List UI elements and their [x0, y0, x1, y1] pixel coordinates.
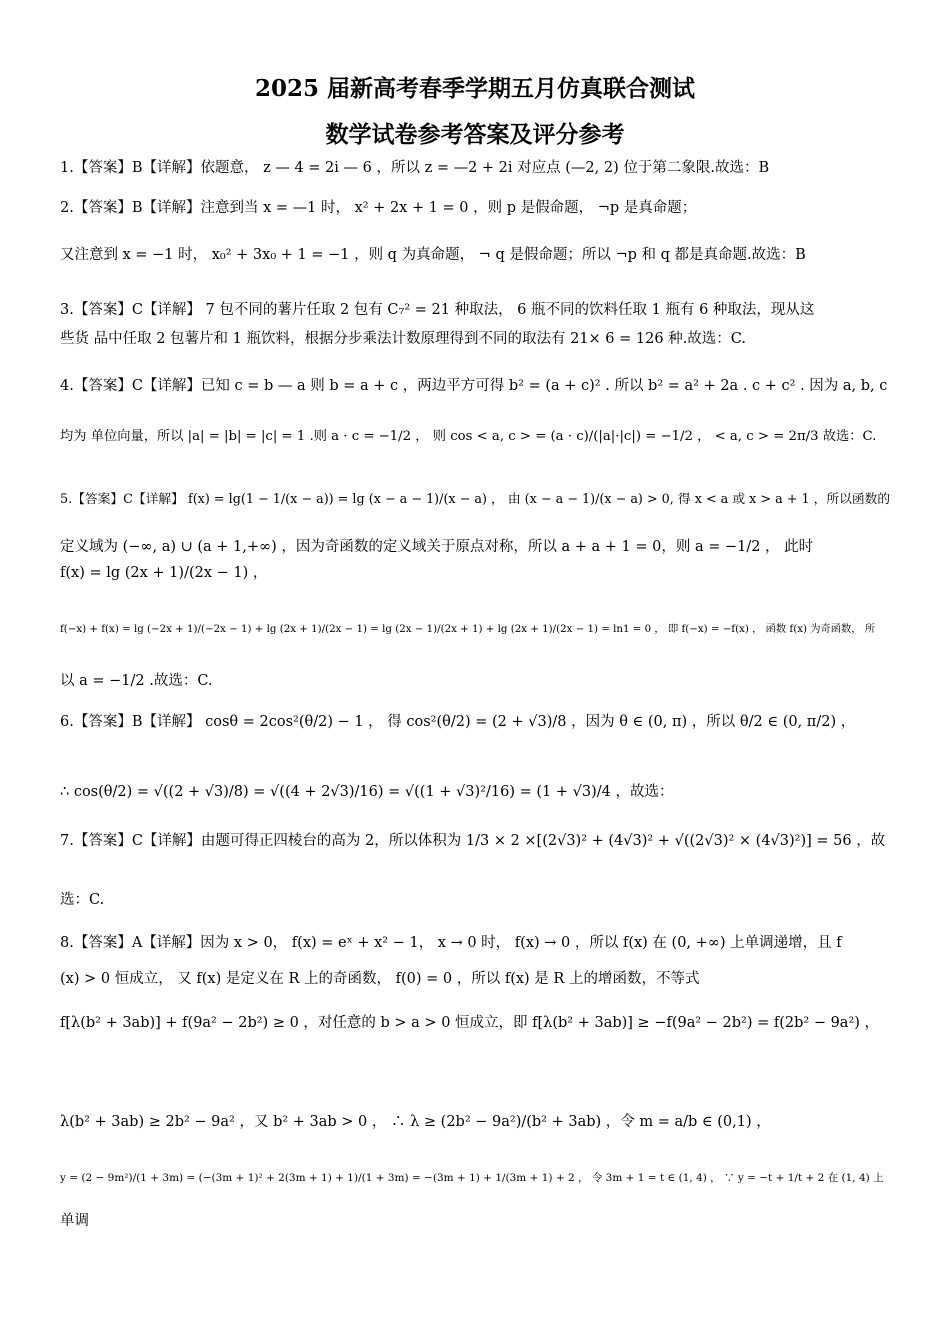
question-5-line-3: f(x) = lg (2x + 1)/(2x − 1) ， — [60, 565, 268, 581]
question-5-line-2: 定义域为 (−∞, a) ∪ (a + 1,+∞) ，因为奇函数的定义域关于原点对称，所以 a + a + 1 = 0，则 a = −1/2 ， 此时 — [60, 539, 814, 555]
question-4-line-1: 4.【答案】C【详解】已知 c = b — a 则 b = a + c ，两边平方可得 b² = (a + c)² . 所以 b² = a² + 2a . c + c² . 因为 a, b, c — [60, 378, 888, 394]
question-5-line-4: f(−x) + f(x) = lg (−2x + 1)/(−2x − 1) + lg (2x + 1)/(2x − 1) = lg (2x − 1)/(2x + 1) + lg (2x + 1)/(2x − 1) = ln1 = 0 ， 即 f(−x) = −f(x) ， 函数 f(x) 为奇函数， 所 — [60, 623, 875, 635]
question-3-line-2: 些货 品中任取 2 包薯片和 1 瓶饮料，根据分步乘法计数原理得到不同的取法有 21× 6 = 126 种.故选：C. — [60, 331, 746, 347]
question-8-line-2: (x) > 0 恒成立， 又 f(x) 是定义在 R 上的奇函数， f(0) = 0 ，所以 f(x) 是 R 上的增函数，不等式 — [60, 971, 700, 987]
question-1-line-1: 1.【答案】B【详解】依题意， z — 4 = 2i — 6 ，所以 z = —2 + 2i 对应点 (—2, 2) 位于第二象限.故选：B — [60, 160, 770, 176]
question-2-line-1: 2.【答案】B【详解】注意到当 x = —1 时， x² + 2x + 1 = 0 ，则 p 是假命题， ¬p 是真命题； — [60, 200, 697, 216]
question-6-line-2: ∴ cos(θ/2) = √((2 + √3)/8) = √((4 + 2√3)/16) = √((1 + √3)²/16) = (1 + √3)/4 ，故选： — [60, 784, 674, 800]
question-4-line-2: 均为 单位向量，所以 |a| = |b| = |c| = 1 .则 a · c = −1/2 ， 则 cos < a, c > = (a · c)/(|a|·|c|) = −1/2 ， < a, c > = 2π/3 故选：C. — [60, 429, 877, 444]
page-subtitle: 数学试卷参考答案及评分参考 — [325, 121, 625, 148]
question-6-line-1: 6.【答案】B【详解】 cosθ = 2cos²(θ/2) − 1 ， 得 cos²(θ/2) = (2 + √3)/8 ，因为 θ ∈ (0, π) ，所以 θ/2 ∈ (0, π/2) ， — [60, 714, 856, 730]
page-title: 2025 届新高考春季学期五月仿真联合测试 — [254, 75, 696, 102]
question-3-line-1: 3.【答案】C【详解】 7 包不同的薯片任取 2 包有 C₇² = 21 种取法， 6 瓶不同的饮料任取 1 瓶有 6 种取法，现从这 — [60, 302, 815, 318]
question-5-line-1: 5.【答案】C【详解】 f(x) = lg(1 − 1/(x − a)) = lg (x − a − 1)/(x − a) ， 由 (x − a − 1)/(x − a) > 0, 得 x < a 或 x > a + 1 ，所以函数的 — [60, 492, 891, 507]
question-8-line-5: y = (2 − 9m²)/(1 + 3m) = (−(3m + 1)² + 2(3m + 1) + 1)/(1 + 3m) = −(3m + 1) + 1/(3m + 1) + 2 ， 令 3m + 1 = t ∈ (1, 4) ， ∵ y = −t + 1/t + 2 在 (1, 4) 上 — [60, 1172, 884, 1184]
question-8-line-6: 单调 — [60, 1213, 89, 1229]
question-8-line-4: λ(b² + 3ab) ≥ 2b² − 9a² ，又 b² + 3ab > 0 ， ∴ λ ≥ (2b² − 9a²)/(b² + 3ab) ，令 m = a/b ∈ (0,1) ， — [60, 1114, 771, 1130]
question-2-line-2: 又注意到 x = −1 时， x₀² + 3x₀ + 1 = −1 ，则 q 为真命题， ¬ q 是假命题；所以 ¬p 和 q 都是真命题.故选：B — [60, 247, 806, 263]
question-8-line-3: f[λ(b² + 3ab)] + f(9a² − 2b²) ≥ 0 ，对任意的 b > a > 0 恒成立，即 f[λ(b² + 3ab)] ≥ −f(9a² − 2b²) = f(2b² − 9a²) ， — [60, 1015, 880, 1031]
question-8-line-1: 8.【答案】A【详解】因为 x > 0， f(x) = eˣ + x² − 1， x → 0 时， f(x) → 0 ，所以 f(x) 在 (0, +∞) 上单调递增，且 f — [60, 935, 842, 951]
question-7-line-2: 选：C. — [60, 892, 105, 908]
question-7-line-1: 7.【答案】C【详解】由题可得正四棱台的高为 2，所以体积为 1/3 × 2 ×[(2√3)² + (4√3)² + √((2√3)² × (4√3)²)] = 56 ，故 — [60, 833, 886, 849]
question-5-line-5: 以 a = −1/2 .故选：C. — [60, 673, 213, 689]
